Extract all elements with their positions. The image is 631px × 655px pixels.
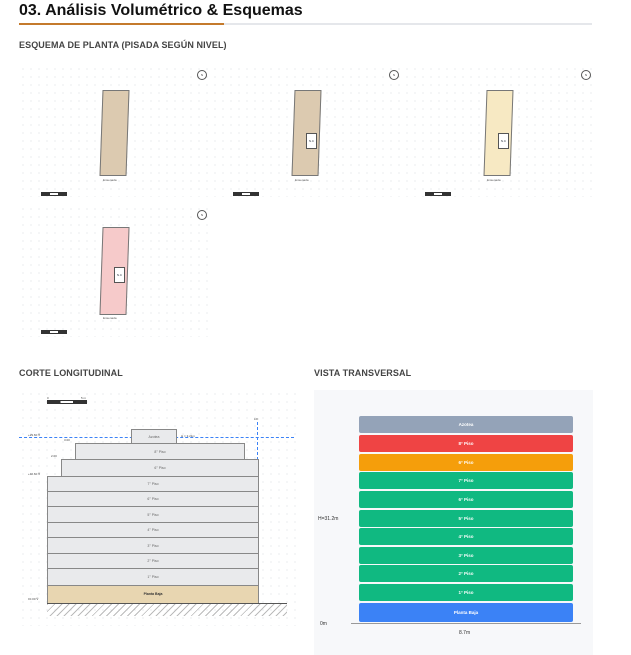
transverse-floor-bar: 3° Piso (359, 547, 573, 564)
street-label: Ensenada (103, 178, 117, 182)
section-floor: 3° Piso (47, 537, 259, 555)
height-note: H = 3.21m (181, 434, 195, 438)
ground-hatch (47, 603, 287, 616)
transverse-floor-bar: Planta Baja (359, 603, 573, 622)
transverse-floor-bar: 6° Piso (359, 491, 573, 508)
plan-diagram-4 (19, 205, 209, 337)
scale-end-label: 5 m (81, 396, 87, 400)
section-floor: 1° Piso (47, 568, 259, 587)
level-label: ±0.00 ∇ (28, 597, 39, 601)
transverse-floor-bar: 6° Piso (359, 454, 573, 471)
transverse-floor-bar: 5° Piso (359, 510, 573, 527)
section-floor: 7° Piso (47, 476, 259, 493)
core-box: N.C (114, 267, 125, 283)
transverse-floor-bar: 8° Piso (359, 435, 573, 452)
plan-diagram-3 (403, 65, 593, 197)
core-box: N.C (498, 133, 509, 149)
transverse-floor-bar: Azotea (359, 416, 573, 433)
transverse-floor-bar: 7° Piso (359, 472, 573, 489)
transverse-floor-bar: 4° Piso (359, 528, 573, 545)
section-floor: 5° Piso (47, 506, 259, 524)
plan-diagram-1 (19, 65, 209, 197)
dimension-note: 2.00 (51, 454, 57, 458)
section-floor: 2° Piso (47, 553, 259, 570)
zero-label: 0m (320, 621, 327, 627)
page-title: 03. Análisis Volumétrico & Esquemas (19, 2, 303, 19)
longitudinal-section (19, 390, 299, 626)
street-label: Ensenada (295, 178, 309, 182)
section-label-transversal: VISTA TRANSVERSAL (314, 368, 412, 378)
section-ground-floor: Planta Baja (47, 585, 259, 604)
scale-bar (41, 330, 67, 334)
section-floor: 4° Piso (47, 522, 259, 539)
transverse-floor-bar: 1° Piso (359, 584, 573, 601)
section-floor: 6° Piso (61, 459, 259, 477)
transverse-floor-bar: 2° Piso (359, 565, 573, 582)
height-label: H=31.2m (318, 516, 339, 522)
scale-bar (233, 192, 259, 196)
section-label-planta: ESQUEMA DE PLANTA (PISADA SEGÚN NIVEL) (19, 40, 227, 50)
scale-bar (41, 192, 67, 196)
street-label: Ensenada (103, 316, 117, 320)
level-label: +29.60 ∇ (28, 433, 41, 437)
section-label-corte: CORTE LONGITUDINAL (19, 368, 123, 378)
north-arrow-icon: N (389, 70, 399, 80)
width-label: 8.7m (459, 630, 471, 636)
north-arrow-icon: N (197, 210, 207, 220)
section-floor: 6° Piso (47, 491, 259, 508)
lfl-label: LFI (254, 417, 259, 421)
scale-start-label: 0 (47, 396, 49, 400)
section-floor: Azotea (131, 429, 177, 445)
street-label: Ensenada (487, 178, 501, 182)
core-box: N.C (306, 133, 317, 149)
scale-bar (425, 192, 451, 196)
section-floor: 8° Piso (75, 443, 245, 461)
level-label: +32.60 ∇ (28, 472, 41, 476)
north-arrow-icon: N (581, 70, 591, 80)
plan-footprint (99, 90, 129, 176)
plan-diagram-2 (211, 65, 401, 197)
ground-line (351, 623, 581, 624)
title-divider-accent (19, 23, 224, 25)
dimension-note: 3.00 (64, 438, 70, 442)
north-arrow-icon: N (197, 70, 207, 80)
scale-bar (47, 400, 87, 404)
